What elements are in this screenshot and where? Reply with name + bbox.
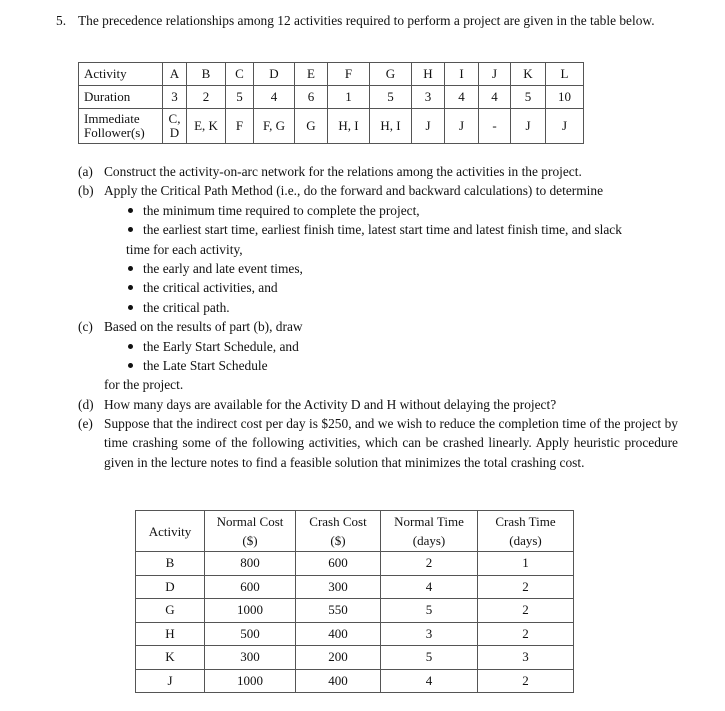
- cell-activity: J: [136, 669, 205, 693]
- cell-normal-cost: 1000: [205, 669, 296, 693]
- cell-normal-time: 5: [381, 646, 478, 670]
- table-row: [136, 599, 574, 623]
- cell-crash-cost: 200: [296, 646, 381, 670]
- cell-normal-cost: 600: [205, 575, 296, 599]
- followers-cell: H, I: [328, 109, 370, 144]
- header-line: (days): [509, 533, 542, 548]
- bullet-text: the Early Start Schedule, and: [143, 338, 299, 354]
- table-row: [136, 622, 574, 646]
- precedence-table: [78, 62, 584, 144]
- cell-crash-time: 2: [478, 622, 574, 646]
- header-crash-time: [478, 511, 574, 552]
- part-b-bullet-continuation: time for each activity,: [126, 241, 243, 257]
- cell-activity: D: [136, 575, 205, 599]
- question-intro: The precedence relationships among 12 activities required to perform a project are given in the table below.: [78, 13, 655, 28]
- cell-normal-time: 3: [381, 622, 478, 646]
- part-b-bullet: [78, 220, 678, 239]
- followers-cell: F: [226, 109, 254, 144]
- cell-crash-cost: 600: [296, 552, 381, 576]
- duration-cell: 4: [445, 86, 479, 109]
- duration-cell: 5: [511, 86, 546, 109]
- cell-crash-cost: 400: [296, 669, 381, 693]
- activity-cell: J: [479, 63, 511, 86]
- duration-cell: 1: [328, 86, 370, 109]
- cell-crash-cost: 550: [296, 599, 381, 623]
- activity-cell: I: [445, 63, 479, 86]
- part-b-bullet: [78, 259, 678, 278]
- part-d-text: How many days are available for the Activity D and H without delaying the project?: [104, 396, 557, 412]
- cell-normal-time: 2: [381, 552, 478, 576]
- activity-cell: A: [163, 63, 187, 86]
- bullet-text: the critical activities, and: [143, 280, 278, 296]
- activity-row-label: Activity: [79, 63, 163, 86]
- duration-row: [79, 86, 584, 109]
- crash-table-header: [136, 511, 574, 552]
- cell-normal-time: 4: [381, 669, 478, 693]
- activity-cell: D: [254, 63, 295, 86]
- activity-cell: F: [328, 63, 370, 86]
- bullet-text: the earliest start time, earliest finish time, latest start time and latest finish time, and slack: [143, 222, 622, 238]
- part-b-bullet: [78, 278, 678, 297]
- header-crash-cost: [296, 511, 381, 552]
- part-c-text: Based on the results of part (b), draw: [104, 319, 303, 335]
- part-e: [78, 414, 678, 472]
- header-line: Crash Time: [495, 514, 556, 529]
- cell-normal-cost: 1000: [205, 599, 296, 623]
- crash-table: [135, 510, 574, 693]
- cell-crash-time: 2: [478, 599, 574, 623]
- cell-normal-cost: 500: [205, 622, 296, 646]
- cell-crash-cost: 400: [296, 622, 381, 646]
- part-a-text: Construct the activity-on-arc network for the relations among the activities in the project.: [104, 164, 582, 179]
- part-b-bullet: [78, 201, 678, 220]
- part-c-bullet: [78, 337, 678, 356]
- followers-label-line2: Follower(s): [84, 125, 145, 140]
- part-c-after: for the project.: [104, 377, 184, 393]
- followers-cell: J: [546, 109, 584, 144]
- activity-cell: C: [226, 63, 254, 86]
- part-b-bullet: [78, 298, 678, 317]
- duration-cell: 3: [163, 86, 187, 109]
- followers-cell: J: [445, 109, 479, 144]
- header-normal-time: [381, 511, 478, 552]
- activity-row: [79, 63, 584, 86]
- table-row: [136, 552, 574, 576]
- duration-row-label: Duration: [79, 86, 163, 109]
- followers-cell: G: [295, 109, 328, 144]
- header-line: Crash Cost: [309, 514, 367, 529]
- part-b-label: (b): [78, 183, 94, 199]
- cell-activity: G: [136, 599, 205, 623]
- cell-crash-time: 2: [478, 575, 574, 599]
- duration-cell: 2: [187, 86, 226, 109]
- activity-cell: H: [412, 63, 445, 86]
- header-normal-cost: [205, 511, 296, 552]
- activity-cell: K: [511, 63, 546, 86]
- bullet-text: the minimum time required to complete the project,: [143, 202, 420, 218]
- header-line: Normal Time: [394, 514, 464, 529]
- table-row: [136, 669, 574, 693]
- followers-cell: J: [511, 109, 546, 144]
- part-e-text: Suppose that the indirect cost per day is $250, and we wish to reduce the completion time of the project by time crashing some of the following activities, which can be crashed linearly. Apply heuristic procedure given in the lecture notes to find a feasible solution that minimizes the total crashing cost.: [104, 416, 678, 470]
- cell-normal-time: 5: [381, 599, 478, 623]
- part-a-label: (a): [78, 164, 93, 179]
- followers-label-line1: Immediate: [84, 111, 140, 126]
- part-b: [78, 181, 678, 200]
- followers-row-label: [79, 109, 163, 144]
- activity-cell: E: [295, 63, 328, 86]
- duration-cell: 5: [370, 86, 412, 109]
- cell-activity: B: [136, 552, 205, 576]
- duration-cell: 6: [295, 86, 328, 109]
- duration-cell: 4: [254, 86, 295, 109]
- cell-normal-time: 4: [381, 575, 478, 599]
- duration-cell: 10: [546, 86, 584, 109]
- cell-crash-time: 3: [478, 646, 574, 670]
- table-row: [136, 646, 574, 670]
- table-row: [136, 575, 574, 599]
- cell-activity: K: [136, 646, 205, 670]
- part-d-label: (d): [78, 396, 94, 412]
- followers-cell: H, I: [370, 109, 412, 144]
- question-parts: [78, 162, 678, 472]
- duration-cell: 5: [226, 86, 254, 109]
- header-line: ($): [242, 533, 258, 548]
- activity-cell: B: [187, 63, 226, 86]
- bullet-text: the critical path.: [143, 299, 230, 315]
- header-activity: [136, 511, 205, 552]
- duration-cell: 3: [412, 86, 445, 109]
- part-d: [78, 395, 678, 414]
- activity-cell: L: [546, 63, 584, 86]
- cell-activity: H: [136, 622, 205, 646]
- cell-crash-time: 2: [478, 669, 574, 693]
- followers-cell: J: [412, 109, 445, 144]
- question-number: 5.: [56, 13, 67, 28]
- header-line: Activity: [148, 523, 192, 539]
- cell-crash-time: 1: [478, 552, 574, 576]
- header-line: (days): [412, 533, 446, 548]
- part-e-label: (e): [78, 416, 93, 432]
- activity-cell: G: [370, 63, 412, 86]
- bullet-text: the Late Start Schedule: [143, 357, 268, 373]
- cell-crash-cost: 300: [296, 575, 381, 599]
- header-line: Normal Cost: [216, 514, 284, 529]
- duration-cell: 4: [479, 86, 511, 109]
- cell-normal-cost: 300: [205, 646, 296, 670]
- part-c-bullet: [78, 356, 678, 375]
- part-b-text: Apply the Critical Path Method (i.e., do the forward and backward calculations) to determine: [104, 183, 604, 199]
- bullet-text: the early and late event times,: [143, 260, 303, 276]
- cell-normal-cost: 800: [205, 552, 296, 576]
- followers-row: [79, 109, 584, 144]
- followers-cell: C, D: [163, 109, 187, 144]
- part-a: [78, 162, 678, 181]
- followers-cell: E, K: [187, 109, 226, 144]
- part-c: [78, 317, 678, 336]
- followers-cell: -: [479, 109, 511, 144]
- header-line: ($): [330, 533, 346, 548]
- followers-cell: F, G: [254, 109, 295, 144]
- part-c-label: (c): [78, 319, 93, 335]
